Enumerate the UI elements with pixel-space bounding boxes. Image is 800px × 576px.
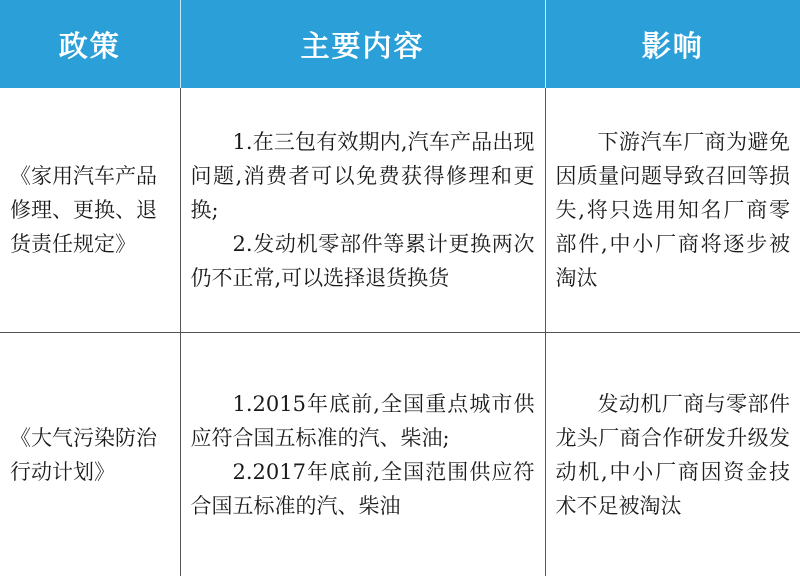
table-row <box>0 333 800 576</box>
header-row <box>0 0 800 88</box>
impact-text: 发动机厂商与零部件龙头厂商合作研发升级发动机,中小厂商因资金技术不足被淘汰 <box>555 391 790 518</box>
policy-cell <box>0 333 180 576</box>
policy-name: 《大气污染防治行动计划》 <box>10 425 157 484</box>
content-item: 1.在三包有效期内,汽车产品出现问题,消费者可以免费获得修理和更换; <box>190 130 535 222</box>
content-cell <box>180 333 545 576</box>
impact-cell <box>545 88 800 333</box>
header-policy: 政策 <box>0 0 180 88</box>
header-main-content: 主要内容 <box>180 0 545 88</box>
impact-text: 下游汽车厂商为避免因质量问题导致召回等损失,将只选用知名厂商零部件,中小厂商将逐步被淘汰 <box>555 130 790 290</box>
table-row <box>0 88 800 333</box>
content-item: 2.发动机零部件等累计更换两次仍不正常,可以选择退货换货 <box>190 232 535 290</box>
content-item: 2.2017年底前,全国范围供应符合国五标准的汽、柴油 <box>190 459 535 518</box>
policy-name: 《家用汽车产品修理、更换、退货责任规定》 <box>10 164 157 256</box>
content-cell <box>180 88 545 333</box>
impact-cell <box>545 333 800 576</box>
header-impact: 影响 <box>545 0 800 88</box>
policy-cell <box>0 88 180 333</box>
content-item: 1.2015年底前,全国重点城市供应符合国五标准的汽、柴油; <box>190 391 535 450</box>
